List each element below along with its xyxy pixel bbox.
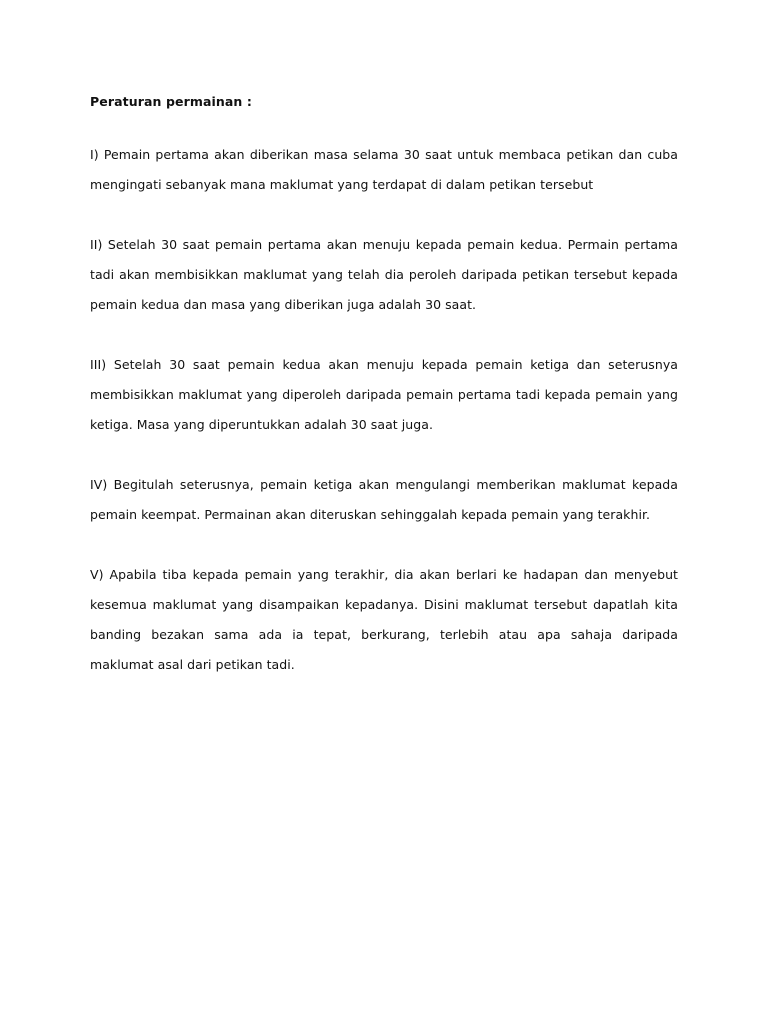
rule-2: II) Setelah 30 saat pemain pertama akan menuju kepada pemain kedua. Permain pertama tadi akan membisikkan maklumat yang telah dia peroleh daripada petikan tersebut kepada pemain kedua dan masa yang diberikan juga adalah 30 saat. [90,237,678,312]
rule-3: III) Setelah 30 saat pemain kedua akan menuju kepada pemain ketiga dan seterusnya membisikkan maklumat yang diperoleh daripada pemain pertama tadi kepada pemain yang ketiga. Masa yang diperuntukkan adalah 30 saat juga. [90,357,678,432]
rule-4: IV) Begitulah seterusnya, pemain ketiga akan mengulangi memberikan maklumat kepada pemain keempat. Permainan akan diteruskan sehinggalah kepada pemain yang terakhir. [90,477,678,522]
rule-5: V) Apabila tiba kepada pemain yang terakhir, dia akan berlari ke hadapan dan menyebut kesemua maklumat yang disampaikan kepadanya. Disini maklumat tersebut dapatlah kita banding bezakan sama ada ia tepat, berkurang, terlebih atau apa sahaja daripada maklumat asal dari petikan tadi. [90,567,678,672]
document-title: Peraturan permainan : [90,94,252,109]
document-body [90,92,678,710]
rule-1: I) Pemain pertama akan diberikan masa selama 30 saat untuk membaca petikan dan cuba mengingati sebanyak mana maklumat yang terdapat di dalam petikan tersebut [90,147,678,192]
